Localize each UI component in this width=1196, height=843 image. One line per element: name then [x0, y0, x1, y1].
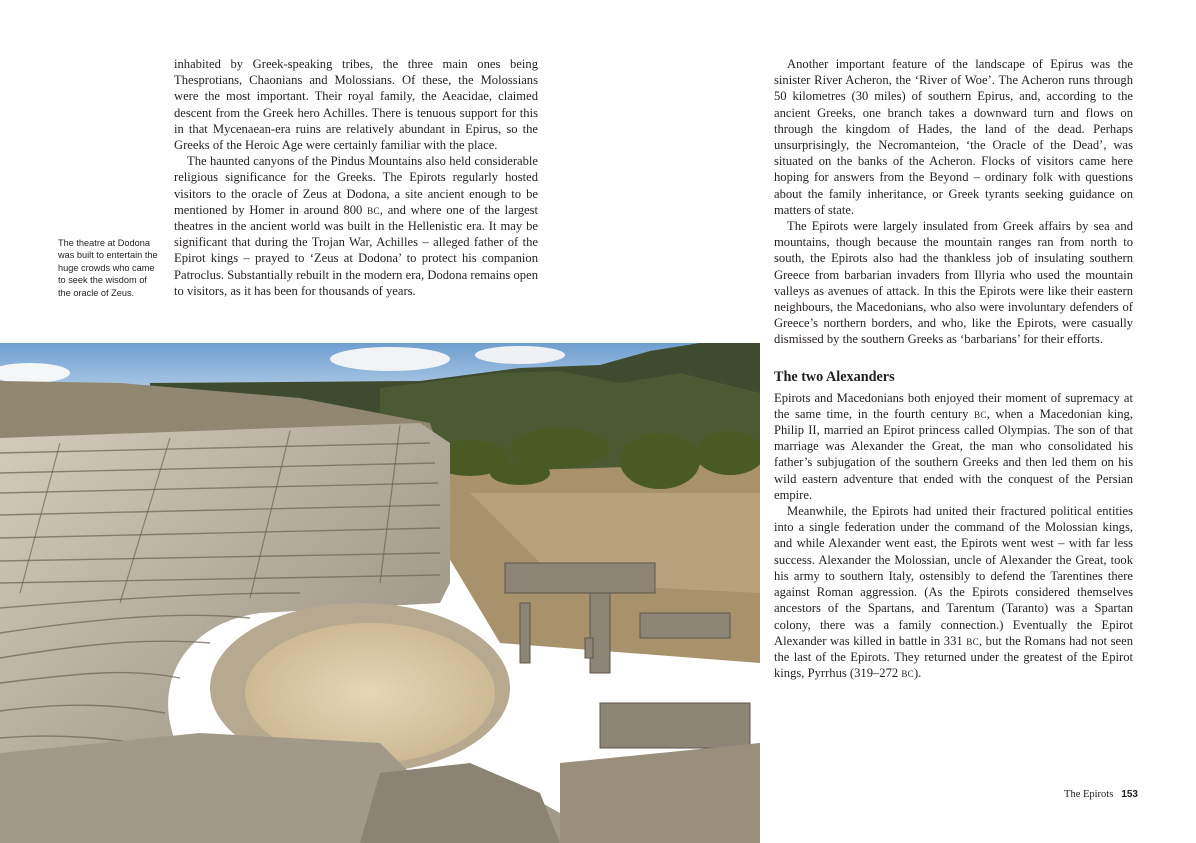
page-footer — [1064, 789, 1138, 800]
left-paragraph-1: inhabited by Greek-speaking tribes, the three main ones being Thesprotians, Chaonians and Molossians. Of these, the Molossians were the most important. Their royal family, the Aeacidae, claimed descent from the Greek hero Achilles. There is tenuous support for this in that Mycenaean-era ruins are relatively abundant in Epirus, so the Greeks of the Heroic Age were certainly familiar with the place. — [174, 57, 538, 153]
cloud — [475, 346, 565, 364]
dodona-theatre-photo — [0, 343, 760, 843]
right-paragraph-2: The Epirots were largely insulated from Greek affairs by sea and mountains, though because the mountain ranges ran from north to south, the Epirots also had the thankless job of insulating southern Greece from barbarian invaders from Illyria who used the mountain valleys as avenues of attack. In this the Epirots were like their eastern neighbours, the Macedonians, who also were involuntary defenders of Greece’s northern borders, and who, like the Epirots, were casually dismissed by the southern Greeks as ‘barbarians’ for their efforts. — [774, 219, 1133, 347]
left-paragraph-2: The haunted canyons of the Pindus Mountains also held considerable religious significance for the Greeks. The Epirots regularly hosted visitors to the oracle of Zeus at Dodona, a site ancient enough to be mentioned by Homer in around 800 bc, and where one of the largest theatres in the ancient world was built in the Hellenistic era. It may be significant that during the Trojan War, Achilles – alleged father of the Epirot kings – prayed to ‘Zeus at Dodona’ to protect his companion Patroclus. Substantially rebuilt in the modern era, Dodona remains open to visitors, as it has been for thousands of years. — [174, 154, 538, 298]
photo-caption: The theatre at Dodona was built to entertain the huge crowds who came to seek the wisdom of the oracle of Zeus. — [58, 238, 158, 298]
foreground-stones — [360, 763, 560, 843]
cloud — [330, 347, 450, 371]
section-heading: The two Alexanders — [774, 368, 895, 385]
foreground-stones — [560, 743, 760, 843]
right-text-column — [774, 56, 1133, 681]
running-footer-title: The Epirots — [1064, 789, 1114, 800]
right-paragraph-4: Meanwhile, the Epirots had united their fractured political entities into a single federation under the command of the Molossian kings, and while Alexander went east, the Epirots went west – with far less success. Alexander the Molossian, uncle of Alexander the Great, took his army to southern Italy, ostensibly to defend the Tarentines there against Roman aggression. (As the Epirots considered themselves ancestors of the Spartans, and Tarentum (Taranto) was a Spartan colony, there was a family connection.) Eventually the Epirot Alexander was killed in battle in 331 bc, but the Romans had not seen the last of the Epirots. They returned under the greatest of the Epirot kings, Pyrrhus (319–272 bc). — [774, 504, 1133, 681]
page-number: 153 — [1121, 789, 1138, 800]
right-paragraph-1: Another important feature of the landscape of Epirus was the sinister River Acheron, the ‘River of Woe’. The Acheron runs through 50 kilometres (30 miles) of southern Epirus, and, according to the ancient Greeks, one branch takes a downward turn and flows on through the kingdom of Hades, the land of the dead. Perhaps unsurprisingly, the Necromanteion, ‘the Oracle of the Dead’, was situated on the banks of the Acheron. Flocks of visitors came here hoping for answers from the Beyond – ordinary folk with questions about the family inheritance, or Greek tyrants seeking guidance on matters of state. — [774, 57, 1133, 217]
left-text-column — [174, 56, 538, 299]
right-paragraph-3: Epirots and Macedonians both enjoyed their moment of supremacy at the same time, in the fourth century bc, when a Macedonian king, Philip II, married an Epirot princess called Olympias. The son of that marriage was Alexander the Great, the man who consolidated his father’s subjugation of the southern Greeks and then led them on his wild eastern adventure that ended with the conquest of the Persian empire. — [774, 390, 1133, 502]
